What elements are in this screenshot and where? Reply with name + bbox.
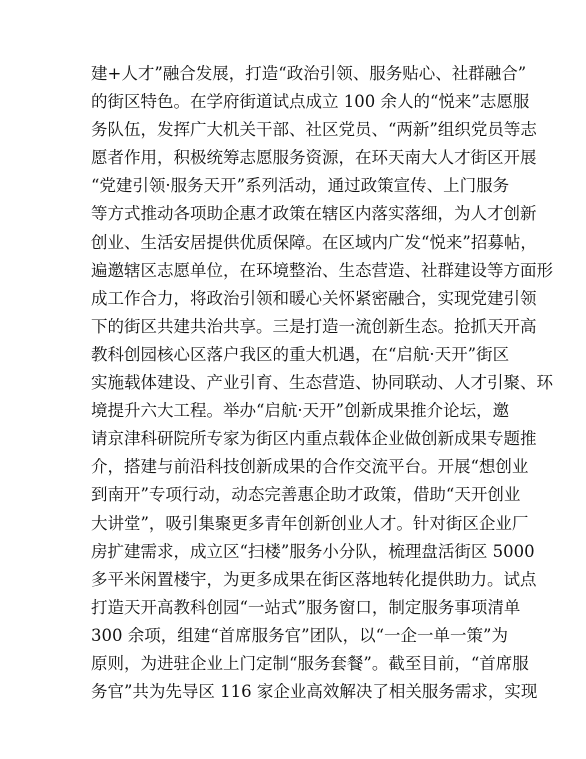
text-line: 境提升六大工程。举办“启航·天开”创新成果推介论坛，邀 — [91, 401, 510, 421]
text-line: 300 余项，组建“首席服务官”团队，以“一企一单一策”为 — [91, 625, 508, 645]
text-line: 的街区特色。在学府街道试点成立 100 余人的“悦来”志愿服 — [91, 92, 530, 112]
text-line: 原则，为进驻企业上门定制“服务套餐”。截至目前，“首席服 — [91, 653, 529, 673]
text-line: 遍邀辖区志愿单位，在环境整治、生态营造、社群建设等方面形 — [91, 260, 553, 280]
body-text — [91, 60, 553, 706]
text-line: 房扩建需求，成立区“扫楼”服务小分队，梳理盘活街区 5000 — [91, 541, 535, 561]
text-line: 到南开”专项行动，动态完善惠企助才政策，借助“天开创业 — [91, 485, 521, 505]
text-line: 大讲堂”，吸引集聚更多青年创新创业人才。针对街区企业厂 — [91, 513, 529, 533]
text-line: 教科创园核心区落户我区的重大机遇，在“启航·天开”街区 — [91, 344, 510, 364]
text-line: 请京津科研院所专家为街区内重点载体企业做创新成果专题推 — [91, 429, 537, 449]
text-line: 建+人才”融合发展，打造“政治引领、服务贴心、社群融合” — [91, 64, 527, 83]
text-line: 介，搭建与前沿科技创新成果的合作交流平台。开展“想创业 — [91, 457, 529, 477]
text-line: 打造天开高教科创园“一站式”服务窗口，制定服务事项清单 — [91, 597, 521, 617]
text-line: 下的街区共建共治共享。三是打造一流创新生态。抢抓天开高 — [91, 316, 537, 336]
text-line: 多平米闲置楼宇，为更多成果在街区落地转化提供助力。试点 — [91, 569, 537, 589]
text-line: 务官”共为先导区 116 家企业高效解决了相关服务需求，实现 — [91, 682, 538, 702]
text-line: 创业、生活安居提供优质保障。在区域内广发“悦来”招募帖， — [91, 232, 537, 252]
text-line: 愿者作用，积极统筹志愿服务资源，在环天南大人才街区开展 — [91, 148, 537, 168]
text-line: 等方式推动各项助企惠才政策在辖区内落实落细，为人才创新 — [91, 204, 537, 224]
text-line: “党建引领·服务天开”系列活动，通过政策宣传、上门服务 — [91, 176, 510, 196]
text-line: 实施载体建设、产业引育、生态营造、协同联动、人才引聚、环 — [91, 373, 553, 393]
text-line: 成工作合力，将政治引领和暖心关怀紧密融合，实现党建引领 — [91, 288, 537, 308]
text-line: 务队伍，发挥广大机关干部、社区党员、“两新”组织党员等志 — [91, 120, 537, 140]
